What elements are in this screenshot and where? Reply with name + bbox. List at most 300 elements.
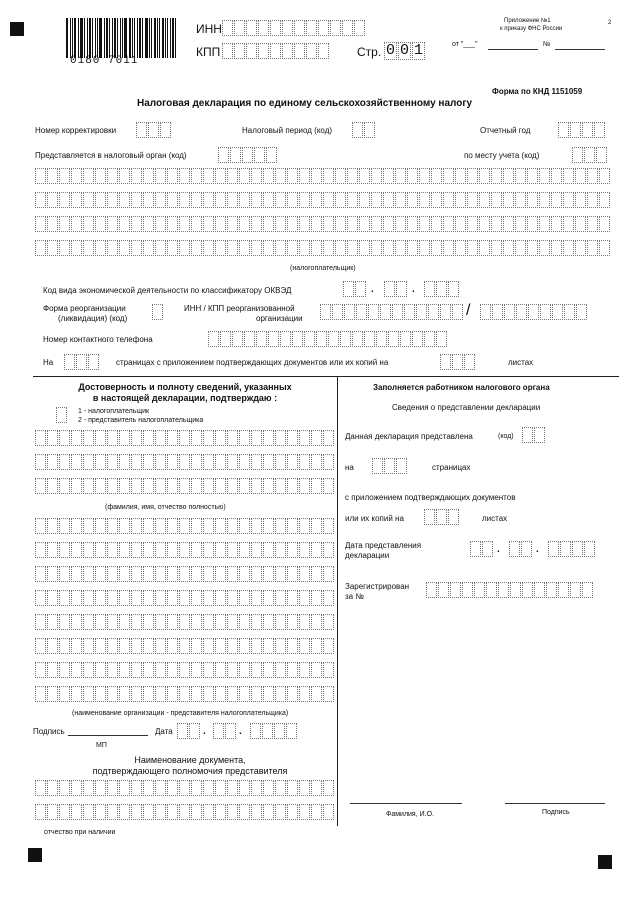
input-cell[interactable] (143, 216, 154, 232)
input-cell[interactable] (584, 147, 595, 163)
input-cell[interactable] (431, 240, 442, 256)
input-cell[interactable] (443, 192, 454, 208)
input-cell[interactable] (83, 192, 94, 208)
input-cell[interactable] (452, 304, 463, 320)
input-cell[interactable] (239, 780, 250, 796)
input-cell[interactable] (275, 686, 286, 702)
input-cell[interactable] (551, 192, 562, 208)
input-cell[interactable] (227, 804, 238, 820)
input-cell[interactable] (352, 331, 363, 347)
input-cell[interactable] (47, 240, 58, 256)
input-cell[interactable] (287, 590, 298, 606)
input-cell[interactable] (143, 168, 154, 184)
input-cell[interactable] (143, 804, 154, 820)
input-cell[interactable] (582, 582, 593, 598)
input-cell[interactable] (311, 614, 322, 630)
input-cell[interactable] (599, 192, 610, 208)
input-cell[interactable] (455, 216, 466, 232)
input-cell[interactable] (504, 304, 515, 320)
input-cell[interactable] (179, 614, 190, 630)
input-cell[interactable] (384, 281, 395, 297)
input-cell[interactable] (47, 614, 58, 630)
input-cell[interactable] (179, 192, 190, 208)
input-cell[interactable] (227, 590, 238, 606)
input-cell[interactable] (522, 427, 533, 443)
input-cell[interactable] (299, 192, 310, 208)
input-cell[interactable] (95, 780, 106, 796)
input-cell[interactable] (167, 590, 178, 606)
input-cell[interactable] (395, 240, 406, 256)
input-cell[interactable] (143, 590, 154, 606)
input-cell[interactable] (340, 331, 351, 347)
input-cell[interactable] (191, 240, 202, 256)
input-cell[interactable] (143, 780, 154, 796)
input-cell[interactable] (287, 478, 298, 494)
input-cell[interactable] (119, 454, 130, 470)
input-cell[interactable] (491, 168, 502, 184)
input-cell[interactable] (47, 168, 58, 184)
input-cell[interactable] (332, 304, 343, 320)
input-cell[interactable] (416, 304, 427, 320)
input-cell[interactable] (83, 542, 94, 558)
input-cell[interactable] (599, 216, 610, 232)
report-year-field[interactable] (558, 122, 606, 138)
input-cell[interactable] (71, 804, 82, 820)
input-cell[interactable] (227, 240, 238, 256)
input-cell[interactable] (364, 331, 375, 347)
input-cell[interactable] (71, 168, 82, 184)
input-cell[interactable] (299, 662, 310, 678)
input-cell[interactable] (443, 240, 454, 256)
input-cell[interactable] (47, 590, 58, 606)
input-cell[interactable] (131, 240, 142, 256)
input-cell[interactable] (95, 478, 106, 494)
input-cell[interactable] (287, 454, 298, 470)
input-cell[interactable] (107, 662, 118, 678)
input-cell[interactable] (396, 458, 407, 474)
input-cell[interactable] (275, 430, 286, 446)
input-cell[interactable] (347, 216, 358, 232)
input-cell[interactable] (213, 723, 224, 739)
input-cell[interactable] (35, 686, 46, 702)
input-cell[interactable] (71, 454, 82, 470)
input-cell[interactable] (71, 780, 82, 796)
input-cell[interactable] (203, 430, 214, 446)
input-cell[interactable] (251, 240, 262, 256)
input-cell[interactable] (131, 780, 142, 796)
input-cell[interactable] (179, 240, 190, 256)
input-cell[interactable] (539, 168, 550, 184)
input-cell[interactable] (452, 354, 463, 370)
input-cell[interactable] (572, 541, 583, 557)
input-cell[interactable] (275, 614, 286, 630)
input-cell[interactable] (371, 240, 382, 256)
input-cell[interactable] (239, 638, 250, 654)
input-cell[interactable] (380, 304, 391, 320)
input-cell[interactable] (440, 354, 451, 370)
input-cell[interactable] (95, 804, 106, 820)
input-cell[interactable] (287, 686, 298, 702)
submitted-pages-field[interactable] (372, 458, 408, 474)
input-cell[interactable] (239, 566, 250, 582)
input-cell[interactable] (251, 192, 262, 208)
input-cell[interactable] (239, 478, 250, 494)
input-cell[interactable] (239, 804, 250, 820)
input-cell[interactable] (191, 780, 202, 796)
input-cell[interactable] (119, 518, 130, 534)
input-cell[interactable] (443, 216, 454, 232)
fio-row-3[interactable] (35, 478, 335, 494)
input-cell[interactable] (107, 590, 118, 606)
input-cell[interactable] (424, 509, 435, 525)
input-cell[interactable] (575, 216, 586, 232)
input-cell[interactable] (482, 541, 493, 557)
input-cell[interactable] (227, 478, 238, 494)
input-cell[interactable] (323, 686, 334, 702)
input-cell[interactable] (119, 566, 130, 582)
input-cell[interactable] (119, 686, 130, 702)
input-cell[interactable] (299, 686, 310, 702)
input-cell[interactable] (239, 542, 250, 558)
input-cell[interactable] (599, 240, 610, 256)
input-cell[interactable] (510, 582, 521, 598)
input-cell[interactable] (440, 304, 451, 320)
input-cell[interactable] (383, 216, 394, 232)
fio-row-1[interactable] (35, 430, 335, 446)
input-cell[interactable] (563, 192, 574, 208)
input-cell[interactable] (239, 662, 250, 678)
input-cell[interactable] (71, 240, 82, 256)
input-cell[interactable] (491, 216, 502, 232)
input-cell[interactable] (107, 638, 118, 654)
input-cell[interactable] (246, 20, 257, 36)
input-cell[interactable] (470, 541, 481, 557)
input-cell[interactable] (479, 192, 490, 208)
input-cell[interactable] (155, 638, 166, 654)
input-cell[interactable] (95, 192, 106, 208)
input-cell[interactable] (239, 192, 250, 208)
input-cell[interactable] (251, 780, 262, 796)
input-cell[interactable] (424, 331, 435, 347)
input-cell[interactable] (59, 240, 70, 256)
input-cell[interactable] (371, 168, 382, 184)
input-cell[interactable] (143, 430, 154, 446)
input-cell[interactable] (323, 662, 334, 678)
input-cell[interactable] (220, 331, 231, 347)
input-cell[interactable] (203, 192, 214, 208)
input-cell[interactable] (152, 304, 163, 320)
input-cell[interactable] (539, 240, 550, 256)
input-cell[interactable] (59, 168, 70, 184)
input-cell[interactable] (191, 430, 202, 446)
input-cell[interactable] (359, 216, 370, 232)
input-cell[interactable] (426, 582, 437, 598)
input-cell[interactable] (570, 582, 581, 598)
input-cell[interactable] (263, 542, 274, 558)
input-cell[interactable] (191, 542, 202, 558)
input-cell[interactable] (251, 804, 262, 820)
input-cell[interactable] (35, 430, 46, 446)
org-row-3[interactable] (35, 566, 335, 582)
input-cell[interactable] (59, 518, 70, 534)
input-cell[interactable] (208, 331, 219, 347)
input-cell[interactable] (167, 686, 178, 702)
input-cell[interactable] (376, 331, 387, 347)
input-cell[interactable] (311, 804, 322, 820)
input-cell[interactable] (227, 638, 238, 654)
input-cell[interactable] (539, 216, 550, 232)
input-cell[interactable] (528, 304, 539, 320)
input-cell[interactable] (515, 240, 526, 256)
okved-field-2[interactable] (384, 281, 408, 297)
input-cell[interactable] (167, 614, 178, 630)
input-cell[interactable] (83, 686, 94, 702)
input-cell[interactable] (503, 216, 514, 232)
input-cell[interactable] (342, 20, 353, 36)
input-cell[interactable] (155, 590, 166, 606)
input-cell[interactable] (131, 686, 142, 702)
input-cell[interactable] (436, 281, 447, 297)
reorg-kpp-field[interactable] (480, 304, 588, 320)
input-cell[interactable] (443, 168, 454, 184)
input-cell[interactable] (268, 331, 279, 347)
input-cell[interactable] (47, 780, 58, 796)
pages-count-field[interactable] (64, 354, 100, 370)
input-cell[interactable] (95, 454, 106, 470)
input-cell[interactable] (179, 216, 190, 232)
input-cell[interactable] (227, 454, 238, 470)
input-cell[interactable] (275, 192, 286, 208)
input-cell[interactable] (215, 518, 226, 534)
input-cell[interactable] (59, 614, 70, 630)
input-cell[interactable] (179, 638, 190, 654)
input-cell[interactable] (263, 168, 274, 184)
input-cell[interactable] (191, 804, 202, 820)
input-cell[interactable] (275, 662, 286, 678)
input-cell[interactable] (143, 454, 154, 470)
input-cell[interactable] (227, 542, 238, 558)
input-cell[interactable] (354, 20, 365, 36)
input-cell[interactable] (160, 122, 171, 138)
input-cell[interactable] (254, 147, 265, 163)
input-cell[interactable] (287, 192, 298, 208)
input-cell[interactable] (83, 240, 94, 256)
input-cell[interactable] (527, 192, 538, 208)
org-row-4[interactable] (35, 590, 335, 606)
input-cell[interactable] (203, 168, 214, 184)
input-cell[interactable] (215, 542, 226, 558)
input-cell[interactable] (203, 566, 214, 582)
input-cell[interactable] (107, 780, 118, 796)
input-cell[interactable] (383, 168, 394, 184)
input-cell[interactable] (383, 192, 394, 208)
input-cell[interactable] (59, 216, 70, 232)
input-cell[interactable] (155, 566, 166, 582)
input-cell[interactable] (179, 662, 190, 678)
input-cell[interactable] (582, 122, 593, 138)
input-cell[interactable] (191, 216, 202, 232)
input-cell[interactable] (232, 331, 243, 347)
input-cell[interactable] (83, 454, 94, 470)
input-cell[interactable] (275, 454, 286, 470)
input-cell[interactable] (95, 638, 106, 654)
input-cell[interactable] (239, 216, 250, 232)
input-cell[interactable] (215, 686, 226, 702)
input-cell[interactable] (47, 686, 58, 702)
input-cell[interactable] (203, 454, 214, 470)
input-cell[interactable] (372, 458, 383, 474)
input-cell[interactable] (47, 478, 58, 494)
input-cell[interactable] (263, 192, 274, 208)
input-cell[interactable] (107, 566, 118, 582)
input-cell[interactable] (299, 780, 310, 796)
input-cell[interactable] (191, 686, 202, 702)
input-cell[interactable] (515, 216, 526, 232)
input-cell[interactable] (407, 216, 418, 232)
input-cell[interactable] (95, 614, 106, 630)
input-cell[interactable] (47, 454, 58, 470)
input-cell[interactable] (131, 542, 142, 558)
input-cell[interactable] (143, 686, 154, 702)
input-cell[interactable] (167, 216, 178, 232)
input-cell[interactable] (282, 43, 293, 59)
input-cell[interactable] (35, 454, 46, 470)
input-cell[interactable] (107, 430, 118, 446)
input-cell[interactable] (266, 147, 277, 163)
input-cell[interactable] (143, 192, 154, 208)
input-cell[interactable] (239, 168, 250, 184)
input-cell[interactable] (572, 147, 583, 163)
input-cell[interactable] (311, 662, 322, 678)
input-cell[interactable] (448, 281, 459, 297)
input-cell[interactable] (323, 240, 334, 256)
date-month-field[interactable] (213, 723, 237, 739)
input-cell[interactable] (155, 614, 166, 630)
input-cell[interactable] (407, 240, 418, 256)
input-cell[interactable] (311, 192, 322, 208)
input-cell[interactable] (292, 331, 303, 347)
input-cell[interactable] (35, 168, 46, 184)
input-cell[interactable] (71, 566, 82, 582)
input-cell[interactable] (167, 192, 178, 208)
input-cell[interactable] (131, 478, 142, 494)
input-cell[interactable] (551, 168, 562, 184)
input-cell[interactable] (179, 478, 190, 494)
input-cell[interactable] (355, 281, 366, 297)
taxpayer-name-row-4[interactable] (35, 240, 611, 256)
input-cell[interactable] (155, 192, 166, 208)
input-cell[interactable] (131, 662, 142, 678)
input-cell[interactable] (227, 430, 238, 446)
input-cell[interactable] (71, 662, 82, 678)
input-cell[interactable] (287, 240, 298, 256)
input-cell[interactable] (263, 590, 274, 606)
input-cell[interactable] (47, 542, 58, 558)
input-cell[interactable] (383, 240, 394, 256)
input-cell[interactable] (344, 304, 355, 320)
input-cell[interactable] (131, 614, 142, 630)
input-cell[interactable] (486, 582, 497, 598)
input-cell[interactable] (395, 192, 406, 208)
input-cell[interactable] (203, 804, 214, 820)
input-cell[interactable] (368, 304, 379, 320)
input-cell[interactable] (167, 662, 178, 678)
input-cell[interactable] (467, 168, 478, 184)
input-cell[interactable] (412, 331, 423, 347)
input-cell[interactable] (83, 430, 94, 446)
input-cell[interactable] (155, 662, 166, 678)
input-cell[interactable] (263, 216, 274, 232)
input-cell[interactable] (83, 804, 94, 820)
input-cell[interactable] (455, 240, 466, 256)
input-cell[interactable] (119, 804, 130, 820)
input-cell[interactable] (299, 518, 310, 534)
input-cell[interactable] (143, 478, 154, 494)
submitted-sheets-field[interactable] (424, 509, 460, 525)
input-cell[interactable] (335, 192, 346, 208)
input-cell[interactable] (251, 216, 262, 232)
input-cell[interactable] (467, 192, 478, 208)
input-cell[interactable] (563, 216, 574, 232)
input-cell[interactable] (239, 590, 250, 606)
input-cell[interactable] (587, 240, 598, 256)
input-cell[interactable] (227, 614, 238, 630)
input-cell[interactable] (270, 43, 281, 59)
input-cell[interactable] (563, 240, 574, 256)
input-cell[interactable] (503, 168, 514, 184)
org-row-2[interactable] (35, 542, 335, 558)
input-cell[interactable] (335, 216, 346, 232)
input-cell[interactable] (534, 582, 545, 598)
input-cell[interactable] (71, 216, 82, 232)
input-cell[interactable] (71, 192, 82, 208)
input-cell[interactable] (227, 780, 238, 796)
input-cell[interactable] (250, 723, 261, 739)
input-cell[interactable] (251, 638, 262, 654)
input-cell[interactable] (167, 518, 178, 534)
input-cell[interactable] (551, 216, 562, 232)
input-cell[interactable] (131, 430, 142, 446)
input-cell[interactable] (263, 430, 274, 446)
input-cell[interactable] (258, 20, 269, 36)
taxpayer-name-row-2[interactable] (35, 192, 611, 208)
input-cell[interactable] (225, 723, 236, 739)
input-cell[interactable] (59, 454, 70, 470)
input-cell[interactable] (419, 168, 430, 184)
input-cell[interactable] (119, 240, 130, 256)
input-cell[interactable] (464, 354, 475, 370)
input-cell[interactable] (239, 518, 250, 534)
input-cell[interactable] (388, 331, 399, 347)
input-cell[interactable] (71, 590, 82, 606)
input-cell[interactable] (299, 430, 310, 446)
input-cell[interactable] (131, 168, 142, 184)
input-cell[interactable] (280, 331, 291, 347)
input-cell[interactable] (347, 240, 358, 256)
input-cell[interactable] (492, 304, 503, 320)
input-cell[interactable] (323, 454, 334, 470)
input-cell[interactable] (400, 331, 411, 347)
input-cell[interactable] (287, 430, 298, 446)
input-cell[interactable] (503, 240, 514, 256)
input-cell[interactable] (392, 304, 403, 320)
input-cell[interactable] (294, 20, 305, 36)
input-cell[interactable] (119, 216, 130, 232)
input-cell[interactable] (64, 354, 75, 370)
input-cell[interactable] (263, 804, 274, 820)
input-cell[interactable] (83, 590, 94, 606)
input-cell[interactable] (177, 723, 188, 739)
